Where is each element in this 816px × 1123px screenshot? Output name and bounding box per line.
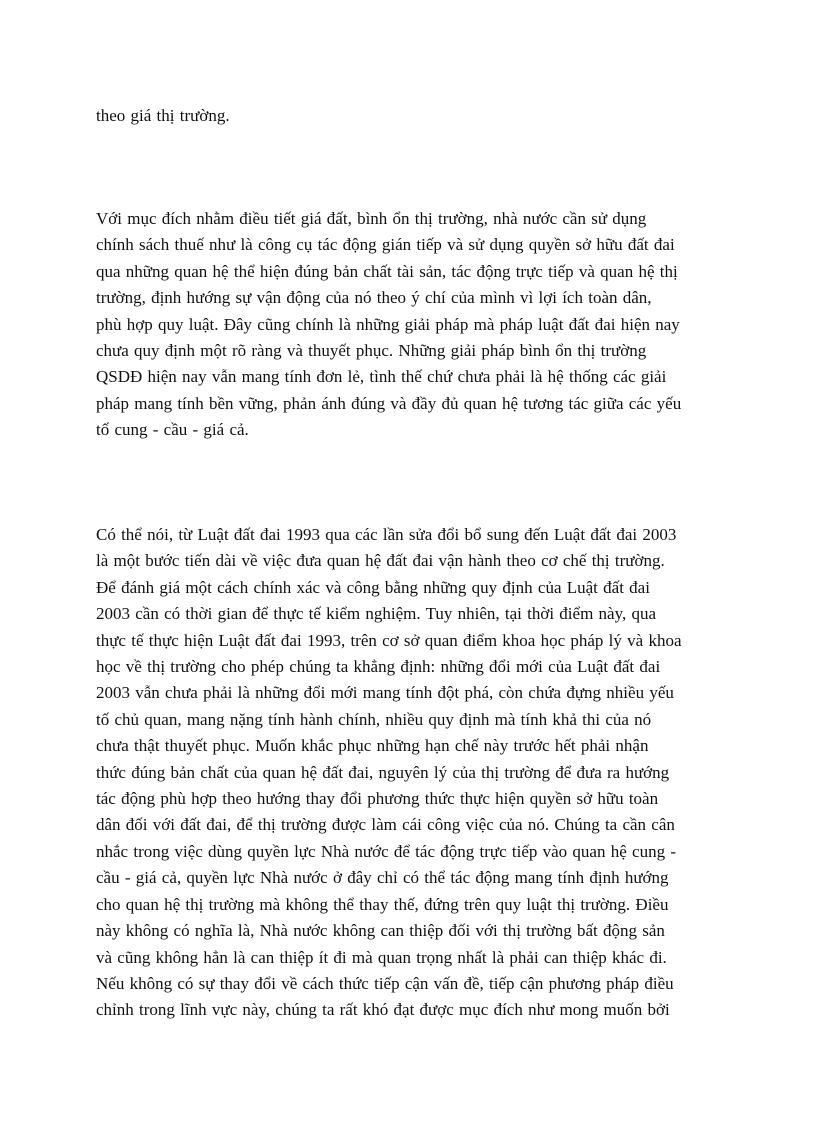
paragraph-1-line: pháp mang tính bền vững, phản ánh đúng và đầy đủ quan hệ tương tác giữa các yếu: [96, 393, 682, 413]
paragraph-2-line: tác động phù hợp theo hướng thay đổi phương thức thực hiện quyền sở hữu toàn: [96, 789, 659, 809]
paragraph-2-line: chưa thật thuyết phục. Muốn khắc phục những hạn chế này trước hết phải nhận: [96, 736, 649, 756]
paragraph-1-line: phù hợp quy luật. Đây cũng chính là những giải pháp mà pháp luật đất đai hiện nay: [96, 314, 680, 334]
paragraph-1-line: qua những quan hệ thể hiện đúng bản chất tài sản, tác động trực tiếp và quan hệ thị: [96, 261, 678, 281]
intro-line: theo giá thị trường.: [96, 106, 230, 125]
paragraph-2-line: thức đúng bản chất của quan hệ đất đai, nguyên lý của thị trường để đưa ra hướng: [96, 762, 670, 782]
paragraph-2-line: cho quan hệ thị trường mà không thể thay thế, đứng trên quy luật thị trường. Điều: [96, 894, 669, 914]
paragraph-2-line: 2003 vẫn chưa phải là những đổi mới mang tính đột phá, còn chứa đựng nhiều yếu: [96, 683, 674, 703]
paragraph-2-line: tố chủ quan, mang nặng tính hành chính, nhiều quy định mà tính khả thi của nó: [96, 709, 652, 729]
paragraph-1-line: chính sách thuế như là công cụ tác động gián tiếp và sử dụng quyền sở hữu đất đai: [96, 235, 675, 255]
paragraph-2-line: cầu - giá cả, quyền lực Nhà nước ở đây chỉ có thể tác động mang tính định hướng: [96, 868, 669, 888]
paragraph-2-line: này không có nghĩa là, Nhà nước không can thiệp đối với thị trường bất động sản: [96, 921, 665, 941]
paragraph-2-line: Có thể nói, từ Luật đất đai 1993 qua các lần sửa đổi bổ sung đến Luật đất đai 2003: [96, 525, 677, 544]
paragraph-2-line: thực tế thực hiện Luật đất đai 1993, trên cơ sở quan điểm khoa học pháp lý và khoa: [96, 630, 682, 650]
paragraph-1-line: tố cung - cầu - giá cả.: [96, 420, 249, 440]
paragraph-2-line: dân đối với đất đai, để thị trường được làm cái công việc của nó. Chúng ta cần cân: [96, 815, 675, 835]
paragraph-1-line: QSDĐ hiện nay vẫn mang tính đơn lẻ, tình thế chứ chưa phải là hệ thống các giải: [96, 367, 667, 387]
paragraph-2-line: chỉnh trong lĩnh vực này, chúng ta rất khó đạt được mục đích như mong muốn bởi: [96, 1000, 670, 1020]
paragraph-2: [96, 522, 682, 1024]
paragraph-2-line: Để đánh giá một cách chính xác và công bằng những quy định của Luật đất đai: [96, 577, 650, 597]
paragraph-1: [96, 206, 681, 444]
paragraph-2-line: nhắc trong việc dùng quyền lực Nhà nước để tác động trực tiếp vào quan hệ cung -: [96, 841, 676, 861]
paragraph-1-line: trường, định hướng sự vận động của nó theo ý chí của mình vì lợi ích toàn dân,: [96, 288, 652, 308]
paragraph-2-line: học về thị trường cho phép chúng ta khẳng định: những đổi mới của Luật đất đai: [96, 657, 661, 677]
paragraph-2-line: Nếu không có sự thay đổi về cách thức tiếp cận vấn đề, tiếp cận phương pháp điều: [96, 973, 674, 993]
paragraph-2-line: 2003 cần có thời gian để thực tế kiểm nghiệm. Tuy nhiên, tại thời điểm này, qua: [96, 604, 657, 624]
paragraph-2-line: là một bước tiến dài về việc đưa quan hệ đất đai vận hành theo cơ chế thị trường.: [96, 551, 665, 571]
paragraph-2-line: và cũng không hẳn là can thiệp ít đi mà quan trọng nhất là phải can thiệp khác đi.: [96, 947, 667, 967]
paragraph-1-line: chưa quy định một rõ ràng và thuyết phục. Những giải pháp bình ổn thị trường: [96, 341, 647, 361]
paragraph-1-line: Với mục đích nhằm điều tiết giá đất, bình ổn thị trường, nhà nước cần sử dụng: [96, 209, 647, 228]
